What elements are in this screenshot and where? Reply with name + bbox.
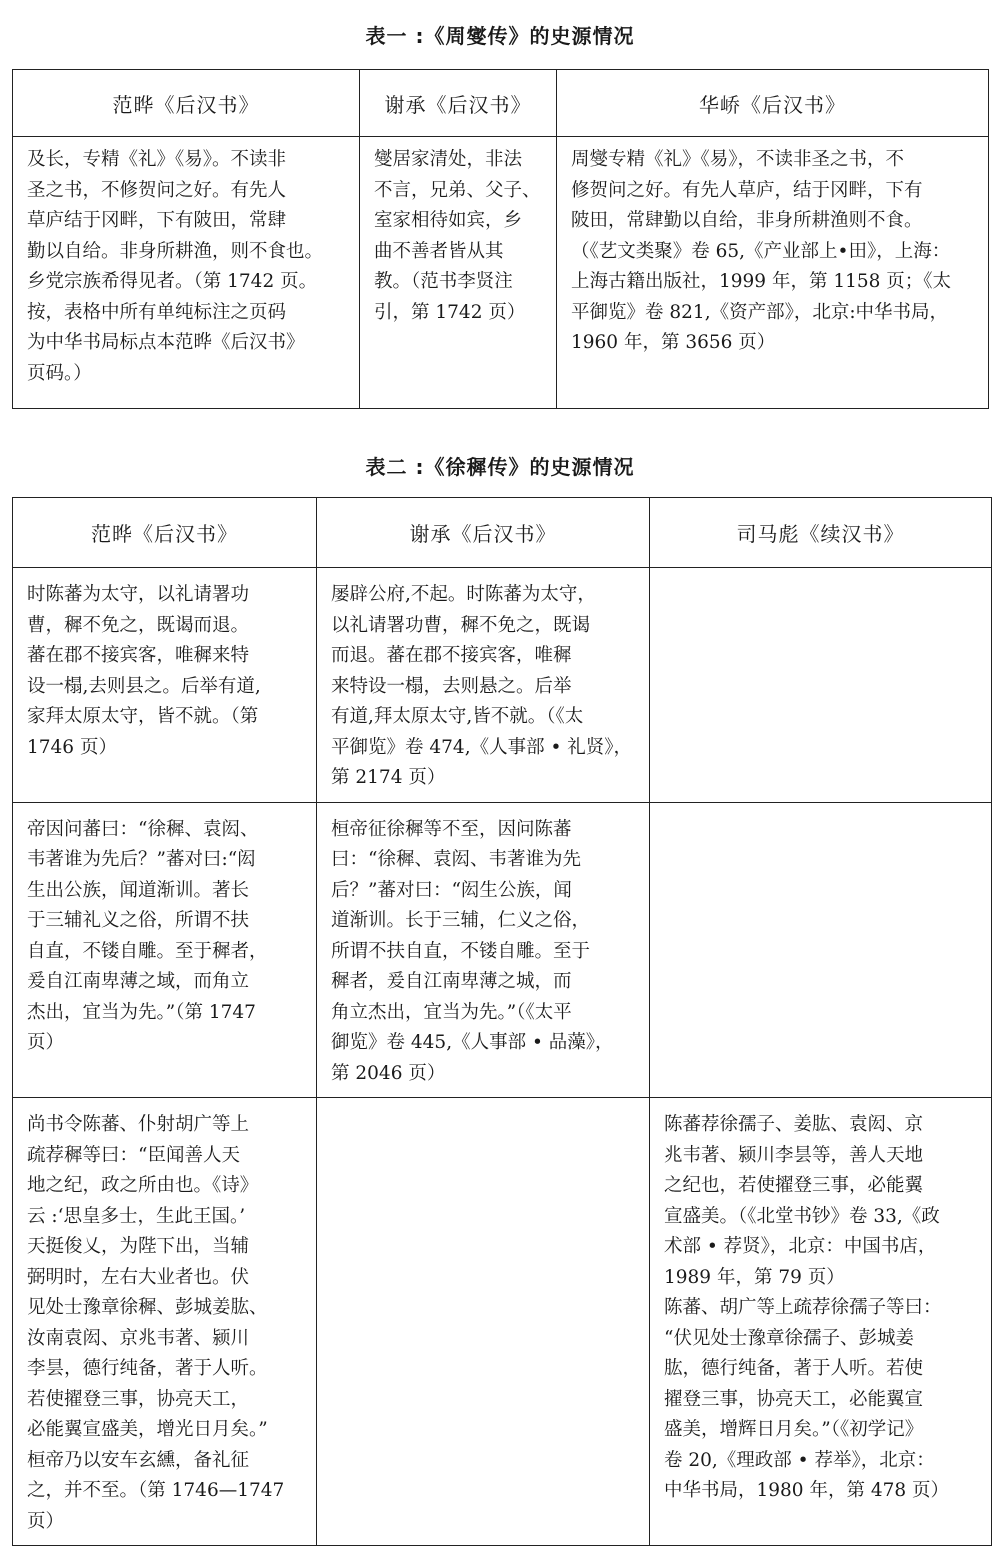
table-row [13, 568, 992, 803]
table2-row1-fan-ye: 时陈蕃为太守，以礼请署功 曹，穉不免之，既谒而退。 蕃在郡不接宾客，唯穉来特 设一榻,去则县之。后举有道, 家拜太原太守，皆不就。（第 1746 页） [13, 568, 317, 803]
table1-header-hua-qiao: 华峤《后汉书》 [557, 70, 989, 137]
table2-source-comparison [12, 497, 992, 1546]
table2-caption: 表二 :《徐穉传》的史源情况 [365, 455, 635, 479]
table2-header-sima-biao: 司马彪《续汉书》 [650, 498, 992, 568]
table2-header-fan-ye: 范晔《后汉书》 [13, 498, 317, 568]
table1-cell-hua-qiao: 周燮专精《礼》《易》，不读非圣之书，不 修贺问之好。有先人草庐，结于冈畔，下有 陂田，常肆勤以自给，非身所耕渔则不食。 （《艺文类聚》卷 65,《产业部上•田》，上海： 上海古籍出版社，1999 年，第 1158 页；《太 平御览》卷 821,《资产部》，北京:中华书局， 1960 年，第 3656 页） [557, 137, 989, 409]
table1-header-xie-cheng: 谢承《后汉书》 [360, 70, 557, 137]
table2-row1-sima-biao [650, 568, 992, 803]
table1-cell-fan-ye: 及长，专精《礼》《易》。不读非 圣之书，不修贺问之好。有先人 草庐结于冈畔，下有陂田，常肆 勤以自给。非身所耕渔，则不食也。 乡党宗族希得见者。（第 1742 页。 按，表格中所有单纯标注之页码 为中华书局标点本范晔《后汉书》 页码。） [13, 137, 360, 409]
table2-row2-fan-ye: 帝因问蕃曰：“徐穉、袁闳、 韦著谁为先后？”蕃对曰:“闳 生出公族，闻道渐训。著长 于三辅礼义之俗，所谓不扶 自直，不镂自雕。至于穉者， 爰自江南卑薄之域，而角立 杰出，宜当为先。”（第 1747 页） [13, 802, 317, 1098]
table1-header-fan-ye: 范晔《后汉书》 [13, 70, 360, 137]
table1-source-comparison [12, 69, 989, 409]
table2-row2-xie-cheng: 桓帝征徐穉等不至，因问陈蕃 曰：“徐穉、袁闳、韦著谁为先 后？”蕃对曰：“闳生公族，闻 道渐训。长于三辅，仁义之俗， 所谓不扶自直，不镂自雕。至于 穉者，爰自江南卑薄之城，而 角立杰出，宜当为先。”（《太平 御览》卷 445,《人事部 • 品藻》， 第 2046 页） [317, 802, 650, 1098]
table2-row3-sima-biao: 陈蕃荐徐孺子、姜肱、袁闳、京 兆韦著、颍川李昙等，善人天地 之纪也，若使擢登三事，必能翼 宣盛美。（《北堂书钞》卷 33,《政 术部 • 荐贤》，北京：中国书店， 1989 年，第 79 页） 陈蕃、胡广等上疏荐徐孺子等曰： “伏见处士豫章徐孺子、彭城姜 肱，德行纯备，著于人听。若使 擢登三事，协亮天工，必能翼宣 盛美，增辉日月矣。”（《初学记》 卷 20,《理政部 • 荐举》，北京： 中华书局，1980 年，第 478 页） [650, 1098, 992, 1546]
table2-row2-sima-biao [650, 802, 992, 1098]
table2-row1-xie-cheng: 屡辟公府,不起。时陈蕃为太守， 以礼请署功曹，穉不免之，既谒 而退。蕃在郡不接宾客，唯穉 来特设一榻，去则悬之。后举 有道,拜太原太守,皆不就。（《太 平御览》卷 474,《人事部 • 礼贤》， 第 2174 页） [317, 568, 650, 803]
table1-cell-xie-cheng: 燮居家清处，非法 不言，兄弟、父子、 室家相待如宾，乡 曲不善者皆从其 教。（范书李贤注 引，第 1742 页） [360, 137, 557, 409]
table2-header-row [13, 498, 992, 568]
table2-row3-fan-ye: 尚书令陈蕃、仆射胡广等上 疏荐穉等曰：“臣闻善人天 地之纪，政之所由也。《诗》 云 :‘思皇多士，生此王国。’ 天挺俊乂，为陛下出，当辅 弼明时，左右大业者也。伏 见处士豫章徐穉、彭城姜肱、 汝南袁闳、京兆韦著、颍川 李昙，德行纯备，著于人听。 若使擢登三事，协亮天工， 必能翼宣盛美，增光日月矣。” 桓帝乃以安车玄纁，备礼征 之，并不至。（第 1746—1747 页） [13, 1098, 317, 1546]
table-row [13, 802, 992, 1098]
table-row [13, 1098, 992, 1546]
table2-header-xie-cheng: 谢承《后汉书》 [317, 498, 650, 568]
table1-caption: 表一 :《周燮传》的史源情况 [365, 24, 635, 48]
table1-header-row [13, 70, 989, 137]
table-row [13, 137, 989, 409]
table2-row3-xie-cheng [317, 1098, 650, 1546]
